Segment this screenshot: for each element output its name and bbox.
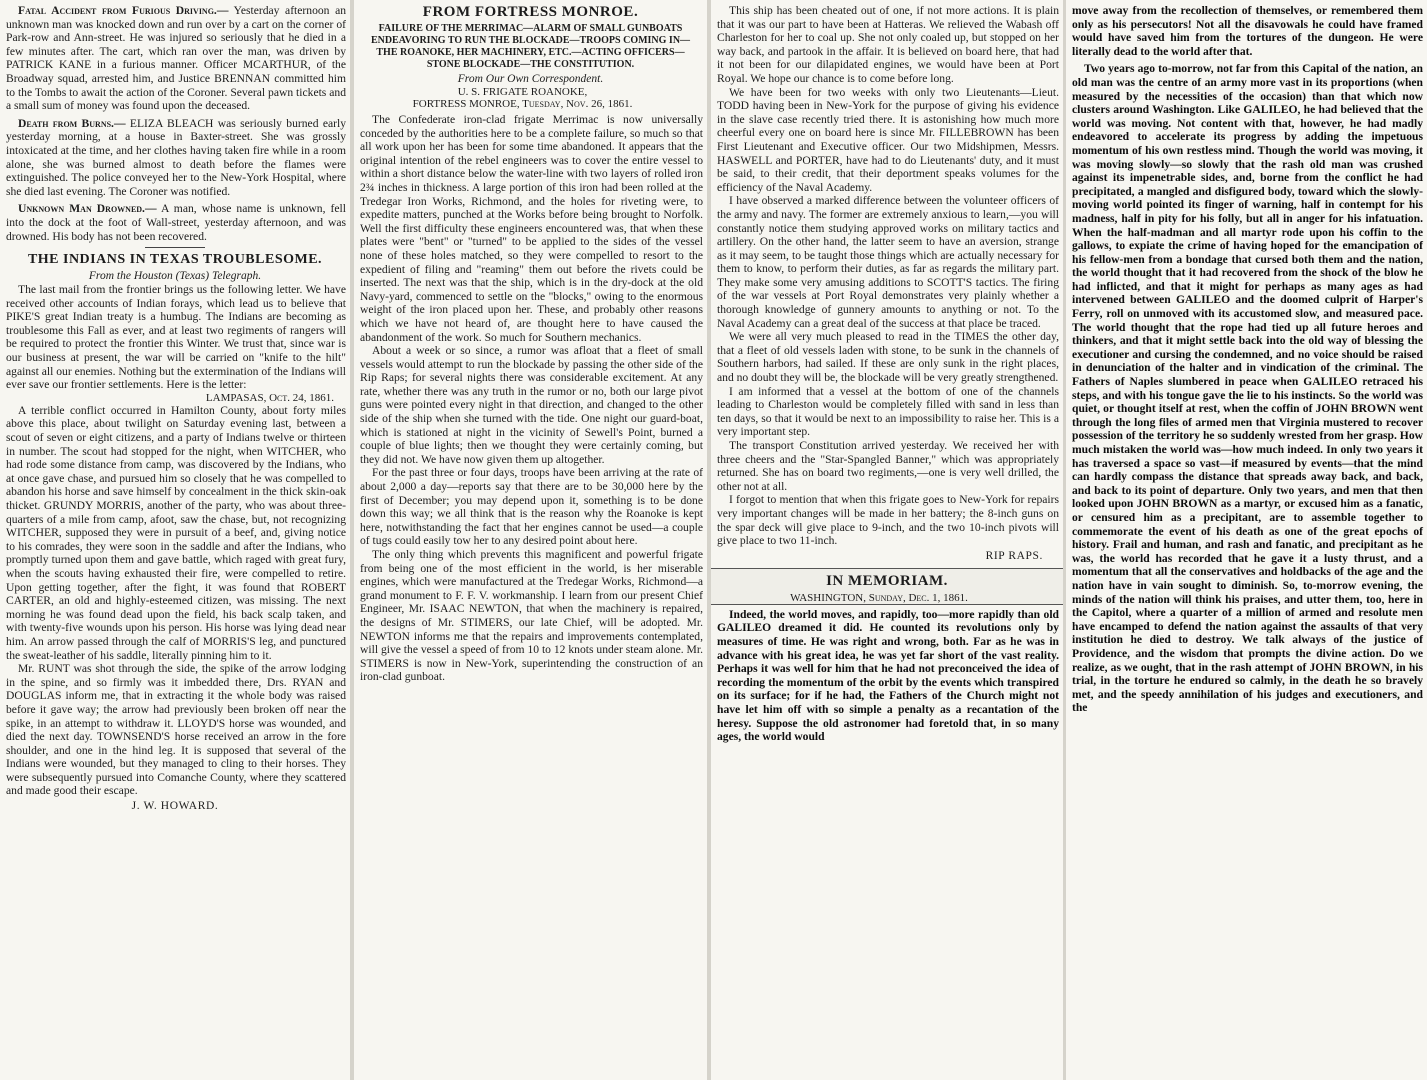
- article-paragraph: Two years ago to-morrow, not far from this Capital of the nation, an old man was the centre of an army more vast in its proportions (when measured by the necessities of the occasion) than that which now clusters around Washington. Like GALILEO, he had believed that the world was moving. Not content with that, however, he had madly endeavored to accelerate its progress by adding the impetuous momentum of his own restless mind. Though the world was moving, it was moving slowly—so slowly that the rash old man was crushed against its impenetrable sides, and, borne from the conflict he had precipitated, a mangled and disfigured body, toward which the slowly-moving world pointed its finger of warning, half in contempt for his madness, half in pity for his folly, but all in anger for his infatuation. When the half-madman and all martyr rode upon his coffin to the gallows, to expiate the crime of having hoped for the emancipation of his fellow-men from a bondage that cursed both them and the nation, the world thought that it had recovered from the shock of the blow he had inflicted, and that it might for perhaps as many ages as had intervened between GALILEO and the doomed culprit of Harper's Ferry, roll on unmoved with its accustomed slow, and measured pace. The world thought that the rope had tied up all future heroes and thinkers, and that it might settle back into the old way of blessing the executioner and cursing the condemned, and no voice should be raised in denunciation of the halter and in vindication of the criminal. The Fathers of Naples slumbered in peace when GALILEO retraced his steps, and with his tongue gave the lie to his instincts. So the world was quiet, or thought itself at rest, when the coffin of JOHN BROWN went through the long files of armed men that Virginia mustered to recover possession of the territory he so suddenly wrested from her grasp. How much mistaken the world was—how much indeed. In only two years it has traversed a space so vast—if measured by events—that the mind can hardly compass the distance that spreads away back, and back, and back to its point of departure. Only two years, and men that then looked upon JOHN BROWN as a martyr, or excused him as a fanatic, or censured him as a precipitant, are to assemble together to commemorate the event of his death as one of the great epochs of history. Frail and human, and rash and fanatic, and precipitant as he was, the world has recorded that he gave it a lusty thrust, and a momentum that all the conservatives and holdbacks of the age and the nation have in vain sought to diminish. So, to-morrow evening, the minds of the nation will think his praises, and utter them, too, here in the Capitol, where a quarter of a million of armed and resolute men have encamped to defend the nation against the assaults of that very institution he died to destroy. We talk always of the justice of Providence, and the wisdom that prompts the divine action. Do we realize, as we ought, that in the rash attempt of JOHN BROWN, in his trial, in the torture he endured so calmly, in the death he so bravely met, and the speedy annihilation of his judges and executioners, and the: [1072, 62, 1423, 715]
- article-paragraph: About a week or so since, a rumor was afloat that a fleet of small vessels would attempt to run the blockade by passing the other side of the Rip Raps; for several nights there was considerable excitement. At any rate, whether there was any truth in the rumor or no, both our large pivot guns were pointed every night in that direction, and changed to the other side of the ship when she turned with the tide. One night our guard-boat, which is stationed at night in the vicinity of Sewell's Point, burned a couple of blue lights; then we thought they were certainly coming, but they did not. We have now given them up altogether.: [360, 344, 703, 466]
- article-title: Fatal Accident from Furious Driving.—: [18, 4, 229, 17]
- article-paragraph: For the past three or four days, troops have been arriving at the rate of about 2,000 a day—reports say that there are to be 30,000 here by the first of December; you may depend upon it, something is to be done down this way; we all think that is the reason why the Roanoke is kept here, notwithstanding the fact that her engines cannot be used—a couple of tugs could easily tow her to any desired point about here.: [360, 466, 703, 548]
- article-paragraph: The transport Constitution arrived yesterday. We received her with three cheers and the "Star-Spangled Banner," which was appropriately returned. She has on board two regiments,—one is very well drilled, the other not at all.: [717, 439, 1059, 493]
- article-paragraph: Mr. RUNT was shot through the side, the spike of the arrow lodging in the spine, and so firmly was it imbedded there, Drs. RYAN and DOUGLAS inform me, that in extracting it the whole body was raised before it gave way; the arrow had previously been broken off near the spike, in an attempt to withdraw it. LLOYD'S horse was wounded, and died the next day. TOWNSEND'S horse received an arrow in the fore shoulder, and one in the hind leg. It is supposed that several of the Indians were wounded, but they managed to cling to their horses. They were subsequently pursued into Comanche County, where they scattered and made good their escape.: [6, 662, 346, 798]
- article-signature: J. W. HOWARD.: [131, 800, 219, 813]
- column-3: [711, 0, 1063, 1080]
- article-paragraph: We have been for two weeks with only two Lieutenants—Lieut. TODD having been in New-York for the purpose of giving his evidence in the slave case recently tried there. It is astonishing how much more cheerful every one on board here is since Mr. FILLEBROWN has been First Lieutenant and Executive officer. Our two Midshipmen, Messrs. HASWELL and PORTER, have had to do Lieutenants' duty, and it must be said, to their credit, that their deportment speaks volumes for the efficiency of the Naval Academy.: [717, 85, 1059, 194]
- article-body: A man, whose name is unknown, fell into the dock at the foot of Wall-street, yesterday afternoon, and was drowned. His body has not been recovered.: [6, 202, 346, 243]
- article-paragraph: Indeed, the world moves, and rapidly, too—more rapidly than old GALILEO dreamed it did. He counted its revolutions only by measures of time. He was right and wrong, both. Far as he was in advance with his great idea, he was yet far short of the vast reality. Perhaps it was well for him that he had not preconceived the idea of recording the momentum of the orbit by the events which transpired on its surface; for if he had, the Fathers of the Church might not have let him off with so simple a penalty as a recantation of the heresy. Suppose the old astronomer had foretold that, in so many ages, the world would: [717, 607, 1059, 744]
- article-paragraph: I have observed a marked difference between the volunteer officers of the army and navy. The former are extremely anxious to learn,—you will constantly notice them studying approved works on military tactics and artillery. On the other hand, the latter seem to have an aversion, strange as it may seem, to be taught those things which are actually necessary for them to know, to perform their duties, as far as regards the military part. They make some very amusing additions to SCOTT'S tactics. The firing of the war vessels at Port Royal demonstrates very plainly whether a thorough knowledge of gunnery amounts to anything or not. To the Naval Academy can a great deal of the success at that place be traced.: [717, 194, 1059, 330]
- article-paragraph: We were all very much pleased to read in the TIMES the other day, that a fleet of old vessels laden with stone, to be sunk in the channels of Southern harbors, had sailed. If these are only sunk in the right places, and no doubt they will be, the blockade will be very greatly strengthened.: [717, 330, 1059, 385]
- column-4: [1066, 0, 1427, 1080]
- article-source: From the Houston (Texas) Telegraph.: [88, 270, 262, 283]
- article-fatal-accident: [0, 4, 350, 113]
- article-paragraph: The last mail from the frontier brings us the following letter. We have received other accounts of Indian forays, which lead us to believe that PIKE'S great Indian treaty is a humbug. The Indians are becoming as troublesome this Fall as ever, and at least two regiments of rangers will be required to protect the frontier this Winter. We trust that, since war is our business at present, the war will be carried on "knife to the hilt" against all our enemies. Nothing but the extermination of the Indians will ever save our frontier settlements. Here is the letter:: [6, 283, 347, 392]
- article-heading-fortress-monroe: FROM FORTRESS MONROE.: [422, 4, 639, 20]
- article-paragraph: The only thing which prevents this magnificent and powerful frigate from being one of the most efficient in the world, is her miserable engines, which were manufactured at the Tredegar Works, Richmond—a grand monument to F. F. V. workmanship. I learn from our present Chief Engineer, Mr. ISAAC NEWTON, that when the machinery is repaired, the designs of Mr. STIMERS, our late Chief, will be adopted. Mr. NEWTON informs me that the repairs and improvements contemplated, will give the vessel a speed of from 10 to 12 knots under steam alone. Mr. STIMERS is now in New-York, superintending the construction of an iron-clad gunboat.: [360, 548, 703, 684]
- article-dateline: WASHINGTON, Sunday, Dec. 1, 1861.: [790, 591, 968, 604]
- article-body: Yesterday afternoon an unknown man was knocked down and run over by a cart on the corner of Park-row and Ann-street. He was injured so seriously that he died in a few minutes after. The cart, which ran over the man, was driven by PATRICK KANE in a furious manner. Officer MCARTHUR, of the Broadway squad, arrested him, and Justice BRENNAN committed him to the Tombs to await the action of the Coroner. Several pawn tickets and a small sum of money was found upon the deceased.: [6, 4, 347, 113]
- article-paragraph: This ship has been cheated out of one, if not more actions. It is plain that it was our part to have been at Hatteras. We relieved the Wabash off Charleston for her to coal up. She not only coaled up, but stopped on her way back, and partook in the affair. It is believed on board here, that had it not been for our dilapidated engines, we would have been at Port Royal. We hope our chance is to come before long.: [717, 4, 1059, 85]
- article-paragraph: move away from the recollection of themselves, or remembered them only as his persecutors! Not all the disavowals he could have framed would have saved him from the tortures of the dungeon. He were literally dead to the world after that.: [1072, 4, 1423, 58]
- article-dateline: LAMPASAS, Oct. 24, 1861.: [205, 391, 334, 404]
- article-heading-indians: THE INDIANS IN TEXAS TROUBLESOME.: [27, 252, 323, 268]
- article-paragraph: The Confederate iron-clad frigate Merrimac is now universally conceded by the authorities here to be a complete failure, so much so that all work upon her has been for some time abandoned. It appears that the original intention of the rebel engineers was to cover the entire vessel to within a short distance below the water-line with two layers of rolled iron 2¾ inches in thickness. A large portion of this iron had been rolled at the Tredegar Iron Works, Richmond, and the holes for riveting were, to expedite matters, punched at the Works before being brought to Norfolk. Well the first difficulty these engineers encountered was, that when these plates were "bent" or "turned" to be applied to the sides of the vessel none of these holes matched, so they were compelled to resort to the expedient of filing and "reaming" them out before the rivets could be inserted. The next was that the ship, which is in the dry-dock at the old Navy-yard, commenced to settle on the "blocks," owing to the enormous weight of the iron placed upon her. These, and probably other reasons which we have not heard of, are thought here to have caused the abandonment of the work. So much for Southern mechanics.: [360, 113, 703, 344]
- divider: [145, 247, 205, 248]
- article-subhead: FAILURE OF THE MERRIMAC—ALARM OF SMALL GUNBOATS ENDEAVORING TO RUN THE BLOCKADE—TROOPS COMING IN—THE ROANOKE, HER MACHINERY, ETC.—ACTING OFFICERS—STONE BLOCKADE—THE CONSTITUTION.: [370, 23, 691, 70]
- article-frigate-line: U. S. FRIGATE ROANOKE,: [457, 86, 588, 98]
- column-2: [354, 0, 707, 1080]
- article-byline: From Our Own Correspondent.: [457, 73, 604, 85]
- column-1: [0, 0, 350, 1080]
- article-signature: RIP RAPS.: [985, 549, 1043, 562]
- article-body: ELIZA BLEACH was seriously burned early yesterday morning, at a house in Baxter-street. She was grossly intoxicated at the time, and her clothes having taken fire while in a room alone, she was burned almost to death before the flames were extinguished. The police conveyed her to the New-York Hospital, where she died last evening. The Coroner was notified.: [6, 116, 346, 198]
- article-dateline: FORTRESS MONROE, Tuesday, Nov. 26, 1861.: [412, 98, 633, 110]
- article-unknown-man-drowned: [0, 202, 350, 243]
- article-title: Unknown Man Drowned.—: [18, 202, 157, 216]
- article-heading-memoriam: IN MEMORIAM.: [826, 572, 948, 589]
- article-title: Death from Burns.—: [18, 116, 126, 130]
- article-paragraph: I am informed that a vessel at the bottom of one of the channels leading to Charleston would be completely filled with sand in less than ten days, so that it would be next to an impossibility to raise her. This is a very important step.: [717, 384, 1059, 439]
- article-paragraph: A terrible conflict occurred in Hamilton County, about forty miles above this place, about twilight on Saturday evening last, between a scout of seven or eight citizens, and a party of Indians twelve or thirteen in number. The scout had stopped for the night, when WITCHER, who had rode some distance from camp, was discovered by the Indians, who at once gave chase, and pursued him so closely that he was compelled to abandon his horse and save himself by concealment in the thick skin-oak thicket. GRUNDY MORRIS, another of the party, who was about three-quarters of a mile from camp, afoot, saw the chase, but, not recognizing WITCHER, supposed they were in pursuit of a beef, and, giving notice to his comrades, they were soon in the saddle and after the Indians, who promptly turned upon them and gave battle, which raged with great fury, when the scouts having exhausted their fire, were compelled to retire. Upon getting together, after the fight, it was found that ROBERT CARTER, an old and highly-esteemed citizen, was missing. The next morning he was found dead upon the field, his back scalp taken, and with twenty-five wounds upon his person. His horse was lying dead near him. An arrow passed through the calf of MORRIS'S leg, and punctured the sweat-leather of his saddle, literally pinning him to it.: [6, 403, 346, 662]
- article-paragraph: I forgot to mention that when this frigate goes to New-York for repairs very important changes will be made in her battery; the 8-inch guns on the spar deck will give place to 9-inch, and the two 10-inch pivots will give place to two 11-inch.: [717, 493, 1059, 548]
- article-death-from-burns: [0, 117, 350, 199]
- memoriam-box: [711, 568, 1063, 605]
